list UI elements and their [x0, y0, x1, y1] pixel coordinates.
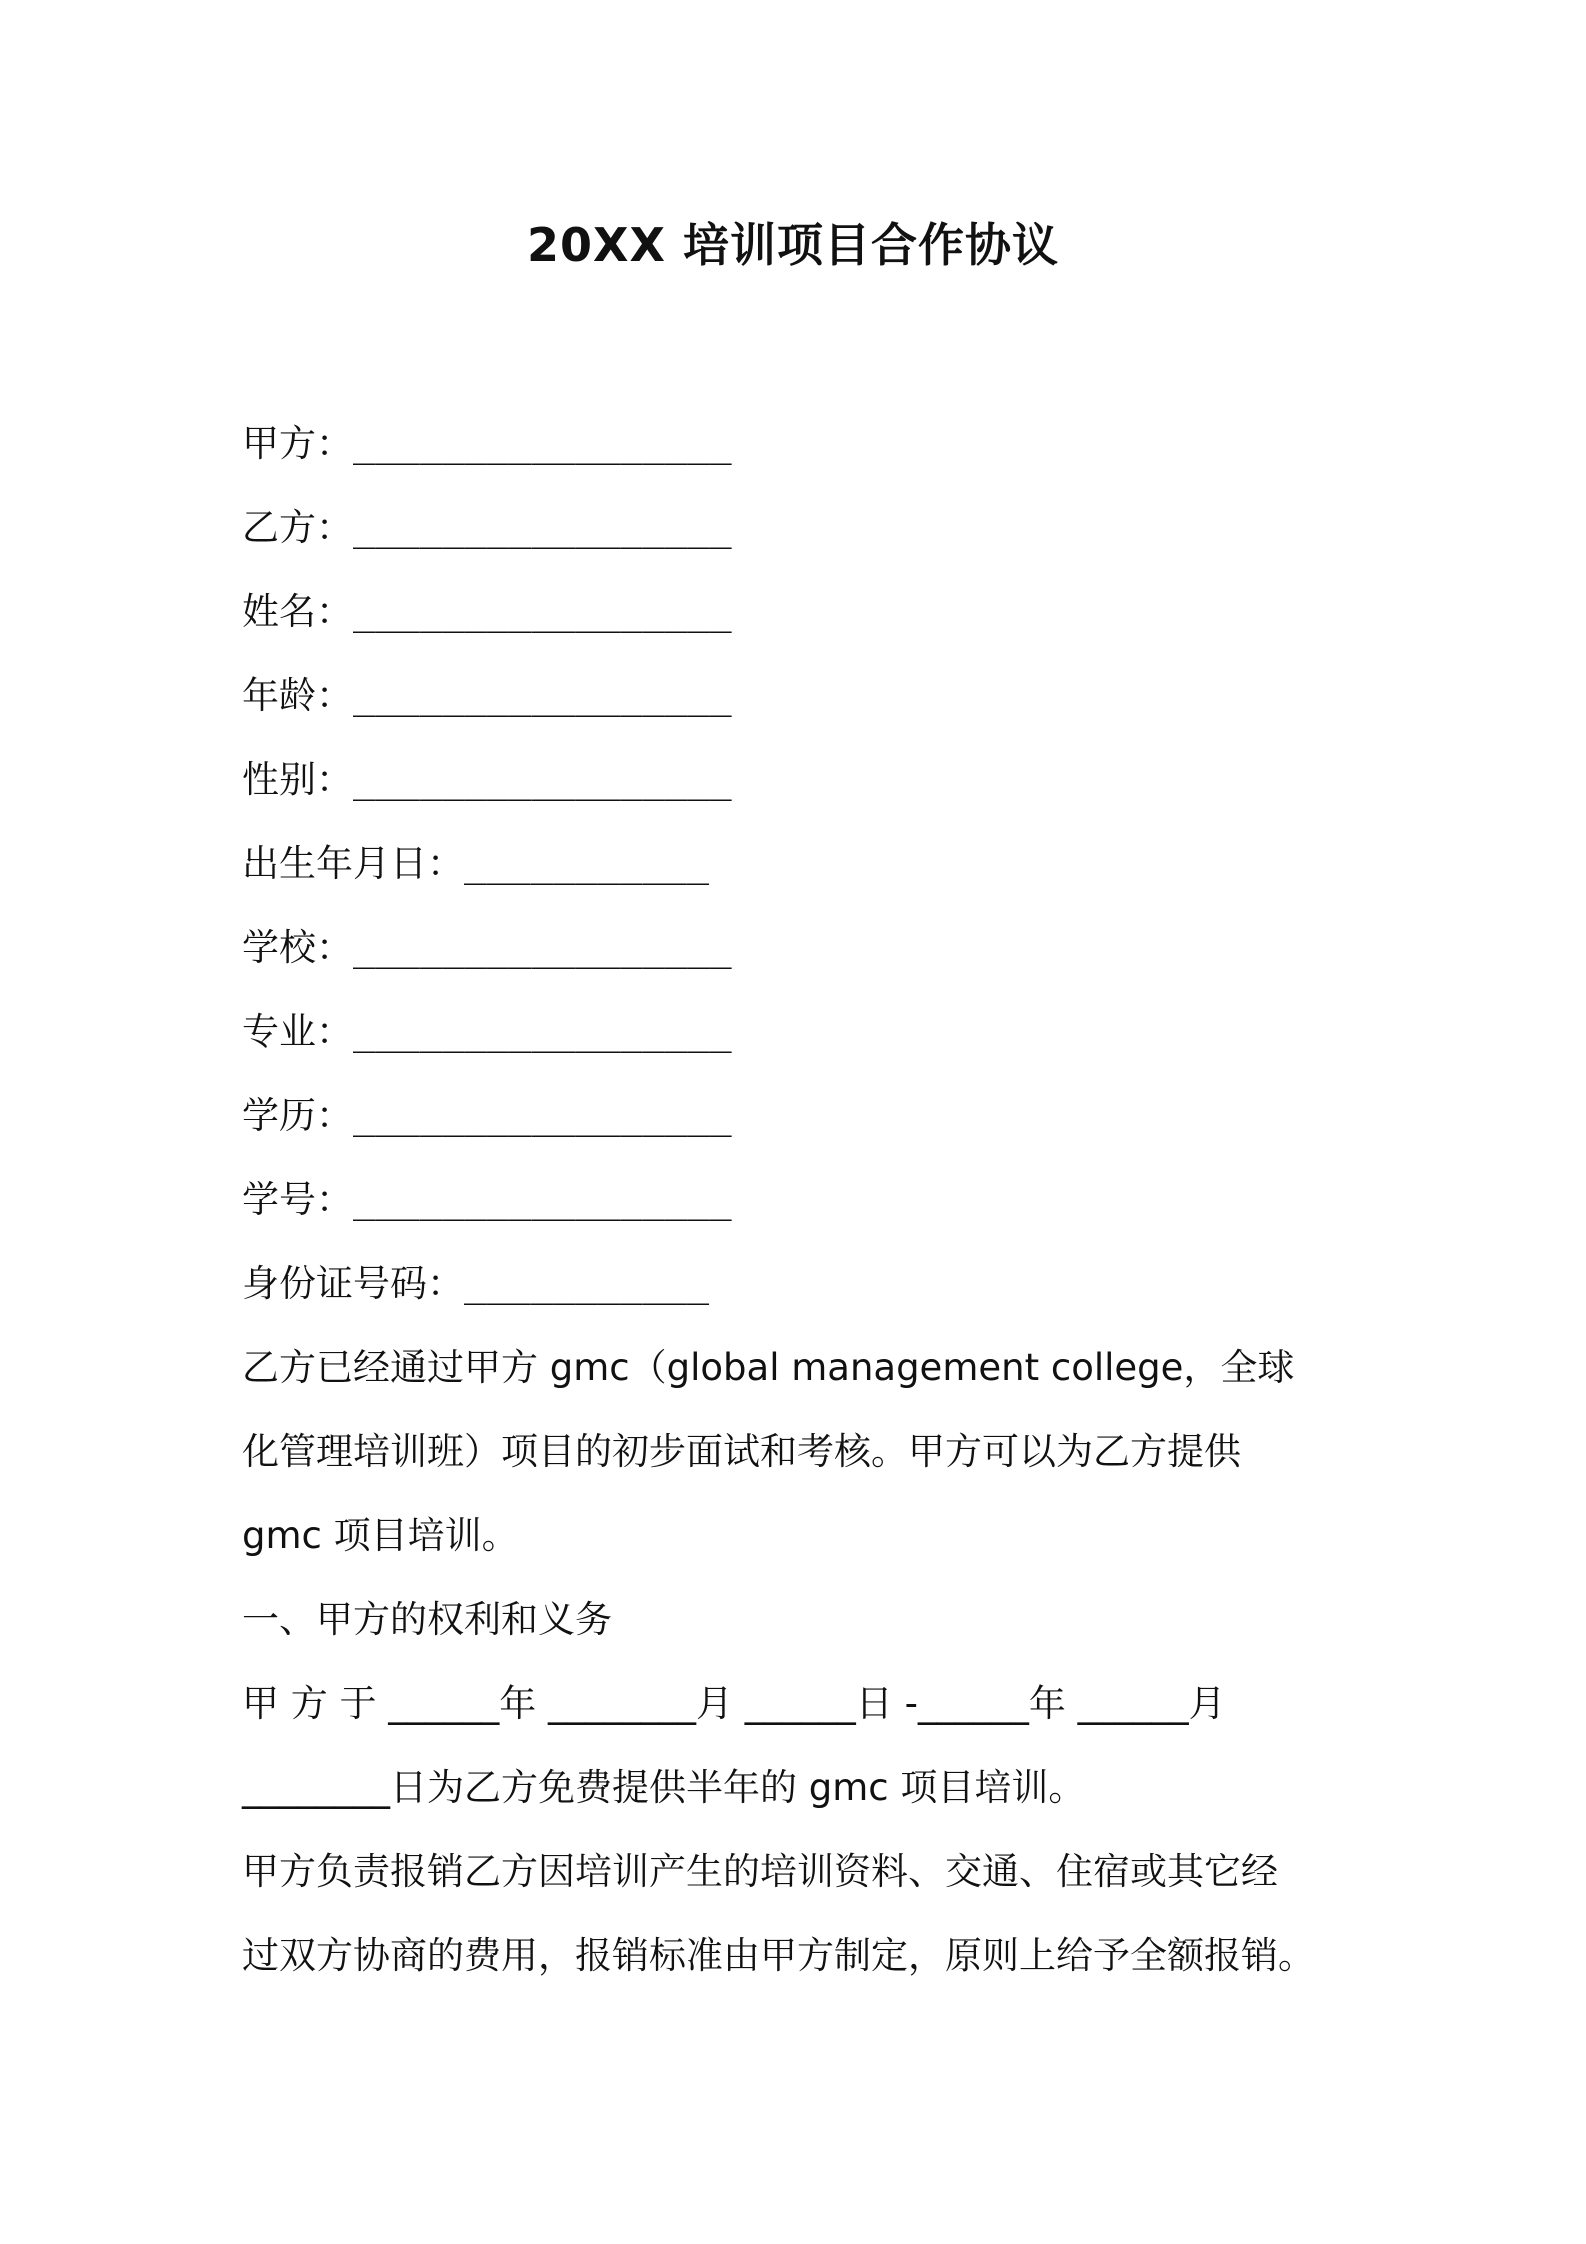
- field-blank: ___________: [464, 1262, 710, 1305]
- field-blank: _________________: [353, 1178, 732, 1221]
- field-blank: _________________: [353, 758, 732, 801]
- field-label: 乙方：: [242, 506, 353, 549]
- field-label: 性别：: [242, 758, 353, 801]
- field-label: 出生年月日：: [242, 842, 464, 885]
- field-name: [242, 570, 1362, 654]
- field-education: [242, 1074, 1362, 1158]
- field-label: 学号：: [242, 1178, 353, 1221]
- section-heading: 一、甲方的权利和义务: [242, 1598, 612, 1641]
- field-age: [242, 654, 1362, 738]
- field-label: 专业：: [242, 1010, 353, 1053]
- field-label: 甲方：: [242, 422, 353, 465]
- field-blank: _________________: [353, 674, 732, 717]
- reimbursement-line-1: 甲方负责报销乙方因培训产生的培训资料、交通、住宿或其它经: [242, 1850, 1278, 1893]
- field-blank: _________________: [353, 590, 732, 633]
- intro-line-2: 化管理培训班）项目的初步面试和考核。甲方可以为乙方提供: [242, 1430, 1241, 1473]
- field-label: 姓名：: [242, 590, 353, 633]
- field-blank: _________________: [353, 1094, 732, 1137]
- intro-line-1: 乙方已经通过甲方 gmc（global management college，全球: [242, 1346, 1295, 1389]
- intro-line-3: gmc 项目培训。: [242, 1514, 519, 1557]
- field-id-number: [242, 1242, 1362, 1326]
- date-line-2: ________日为乙方免费提供半年的 gmc 项目培训。: [242, 1766, 1086, 1809]
- field-blank: _________________: [353, 926, 732, 969]
- field-blank: _________________: [353, 506, 732, 549]
- document-body: [242, 402, 1362, 1998]
- field-party-a: [242, 402, 1362, 486]
- field-school: [242, 906, 1362, 990]
- field-major: [242, 990, 1362, 1074]
- field-label: 学历：: [242, 1094, 353, 1137]
- field-label: 学校：: [242, 926, 353, 969]
- field-student-id: [242, 1158, 1362, 1242]
- date-line-1: 甲 方 于 ______年 ________月 ______日 -______年 ______月: [242, 1682, 1226, 1725]
- field-birthdate: [242, 822, 1362, 906]
- field-label: 年龄：: [242, 674, 353, 717]
- reimbursement-line-2: 过双方协商的费用，报销标准由甲方制定，原则上给予全额报销。: [242, 1934, 1315, 1977]
- field-party-b: [242, 486, 1362, 570]
- field-blank: _________________: [353, 1010, 732, 1053]
- field-blank: ___________: [464, 842, 710, 885]
- page-title: 20XX 培训项目合作协议: [527, 218, 1059, 272]
- field-gender: [242, 738, 1362, 822]
- field-label: 身份证号码：: [242, 1262, 464, 1305]
- field-blank: _________________: [353, 422, 732, 465]
